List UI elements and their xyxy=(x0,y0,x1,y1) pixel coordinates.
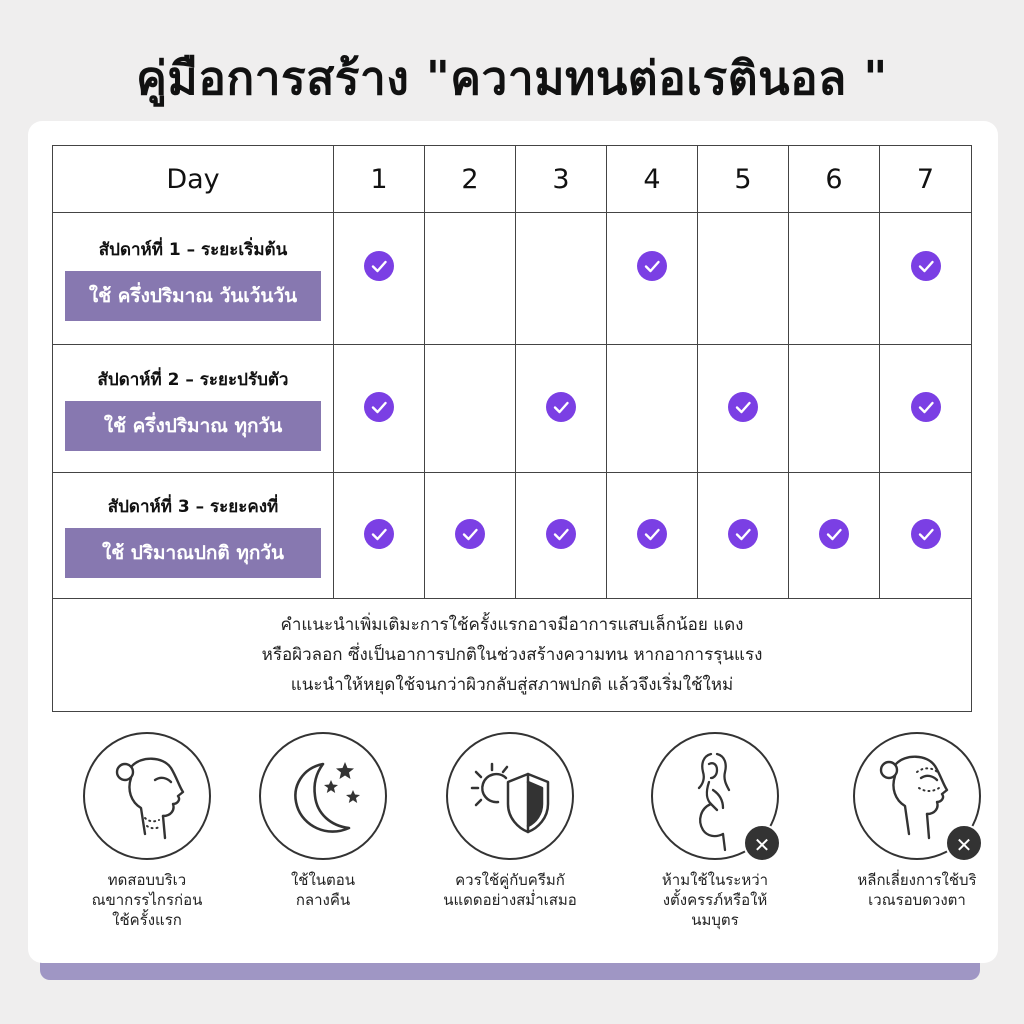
caption-line: กลางคืน xyxy=(295,891,351,909)
note-line-1: คำแนะนำเพิ่มเติมะการใช้ครั้งแรกอาจมีอาการแสบเล็กน้อย แดง xyxy=(280,615,744,635)
day-cell xyxy=(334,345,425,473)
tips-icons xyxy=(52,732,977,932)
tip-pregnancy xyxy=(620,732,810,930)
phase-cell xyxy=(53,473,334,599)
caption-line: ควรใช้คู่กับครีมกั xyxy=(455,871,565,889)
tip-caption xyxy=(52,870,242,930)
prohibited-icon: ✕ xyxy=(743,824,781,862)
note-line-3: แนะนำให้หยุดใช้จนกว่าผิวกลับสู่สภาพปกติ แล้วจึงเริ่มใช้ใหม่ xyxy=(290,675,734,695)
day-cell xyxy=(516,345,607,473)
day-cell xyxy=(516,473,607,599)
phase-badge: ใช้ ปริมาณปกติ ทุกวัน xyxy=(65,528,321,578)
tip-caption xyxy=(415,870,605,910)
day-cell xyxy=(789,473,880,599)
day-cell xyxy=(516,213,607,345)
tip-night-use xyxy=(228,732,418,910)
week-row-3 xyxy=(53,473,972,599)
caption-line: ใช้ในตอน xyxy=(290,871,356,889)
check-icon xyxy=(364,392,394,422)
check-icon xyxy=(911,392,941,422)
check-icon xyxy=(819,519,849,549)
prohibited-icon: ✕ xyxy=(945,824,983,862)
caption-line: เวณรอบดวงตา xyxy=(868,891,966,909)
day-header-1: 1 xyxy=(334,146,425,213)
page-title: คู่มือการสร้าง "ความทนต่อเรตินอล " xyxy=(136,51,888,105)
tip-caption xyxy=(822,870,1012,910)
tip-eye-area xyxy=(822,732,1012,910)
caption-line: หลีกเลี่ยงการใช้บริ xyxy=(857,871,977,889)
caption-line: ณขากรรไกรก่อน xyxy=(91,891,203,909)
day-cell xyxy=(425,473,516,599)
check-icon xyxy=(728,519,758,549)
tip-caption xyxy=(620,870,810,930)
check-icon xyxy=(364,519,394,549)
note-cell xyxy=(53,599,972,712)
day-cell xyxy=(880,213,972,345)
day-cell xyxy=(334,213,425,345)
day-cell xyxy=(698,213,789,345)
check-icon xyxy=(455,519,485,549)
day-cell xyxy=(698,473,789,599)
caption-line: งตั้งครรภ์หรือให้ xyxy=(662,891,768,909)
moon-stars-icon xyxy=(259,732,387,860)
day-cell xyxy=(698,345,789,473)
note-line-2: หรือผิวลอก ซึ่งเป็นอาการปกติในช่วงสร้างความทน หากอาการรุนแรง xyxy=(261,645,763,665)
tip-sunscreen xyxy=(415,732,605,910)
week-row-1 xyxy=(53,213,972,345)
schedule-table xyxy=(52,145,972,712)
pregnant-woman-icon xyxy=(651,732,779,860)
sun-shield-icon xyxy=(446,732,574,860)
day-cell xyxy=(607,345,698,473)
check-icon xyxy=(911,519,941,549)
day-cell xyxy=(789,213,880,345)
day-cell xyxy=(880,473,972,599)
note-row xyxy=(53,599,972,712)
day-header-2: 2 xyxy=(425,146,516,213)
day-header-5: 5 xyxy=(698,146,789,213)
day-cell xyxy=(607,473,698,599)
caption-line: ทดสอบบริเว xyxy=(107,871,187,889)
phase-title: สัปดาห์ที่ 3 – ระยะคงที่ xyxy=(107,497,279,517)
phase-cell xyxy=(53,213,334,345)
phase-badge: ใช้ ครึ่งปริมาณ วันเว้นวัน xyxy=(65,271,321,321)
week-row-2 xyxy=(53,345,972,473)
day-cell xyxy=(607,213,698,345)
phase-title: สัปดาห์ที่ 1 – ระยะเริ่มต้น xyxy=(98,240,288,260)
phase-title: สัปดาห์ที่ 2 – ระยะปรับตัว xyxy=(97,370,289,390)
day-header-label: Day xyxy=(53,146,334,213)
day-cell xyxy=(425,345,516,473)
day-cell xyxy=(334,473,425,599)
caption-line: นแดดอย่างสม่ำเสมอ xyxy=(443,891,577,909)
check-icon xyxy=(911,251,941,281)
day-cell xyxy=(425,213,516,345)
day-cell xyxy=(789,345,880,473)
caption-line: ใช้ครั้งแรก xyxy=(112,911,182,929)
header-row xyxy=(53,146,972,213)
neck-test-icon xyxy=(83,732,211,860)
check-icon xyxy=(546,392,576,422)
caption-line: ห้ามใช้ในระหว่า xyxy=(661,871,769,889)
tip-caption xyxy=(228,870,418,910)
day-header-4: 4 xyxy=(607,146,698,213)
day-header-6: 6 xyxy=(789,146,880,213)
day-header-3: 3 xyxy=(516,146,607,213)
check-icon xyxy=(637,519,667,549)
check-icon xyxy=(728,392,758,422)
day-header-7: 7 xyxy=(880,146,972,213)
check-icon xyxy=(364,251,394,281)
check-icon xyxy=(546,519,576,549)
check-icon xyxy=(637,251,667,281)
caption-line: นมบุตร xyxy=(691,911,739,929)
tip-patch-test xyxy=(52,732,242,930)
eye-area-icon xyxy=(853,732,981,860)
phase-cell xyxy=(53,345,334,473)
phase-badge: ใช้ ครึ่งปริมาณ ทุกวัน xyxy=(65,401,321,451)
day-cell xyxy=(880,345,972,473)
